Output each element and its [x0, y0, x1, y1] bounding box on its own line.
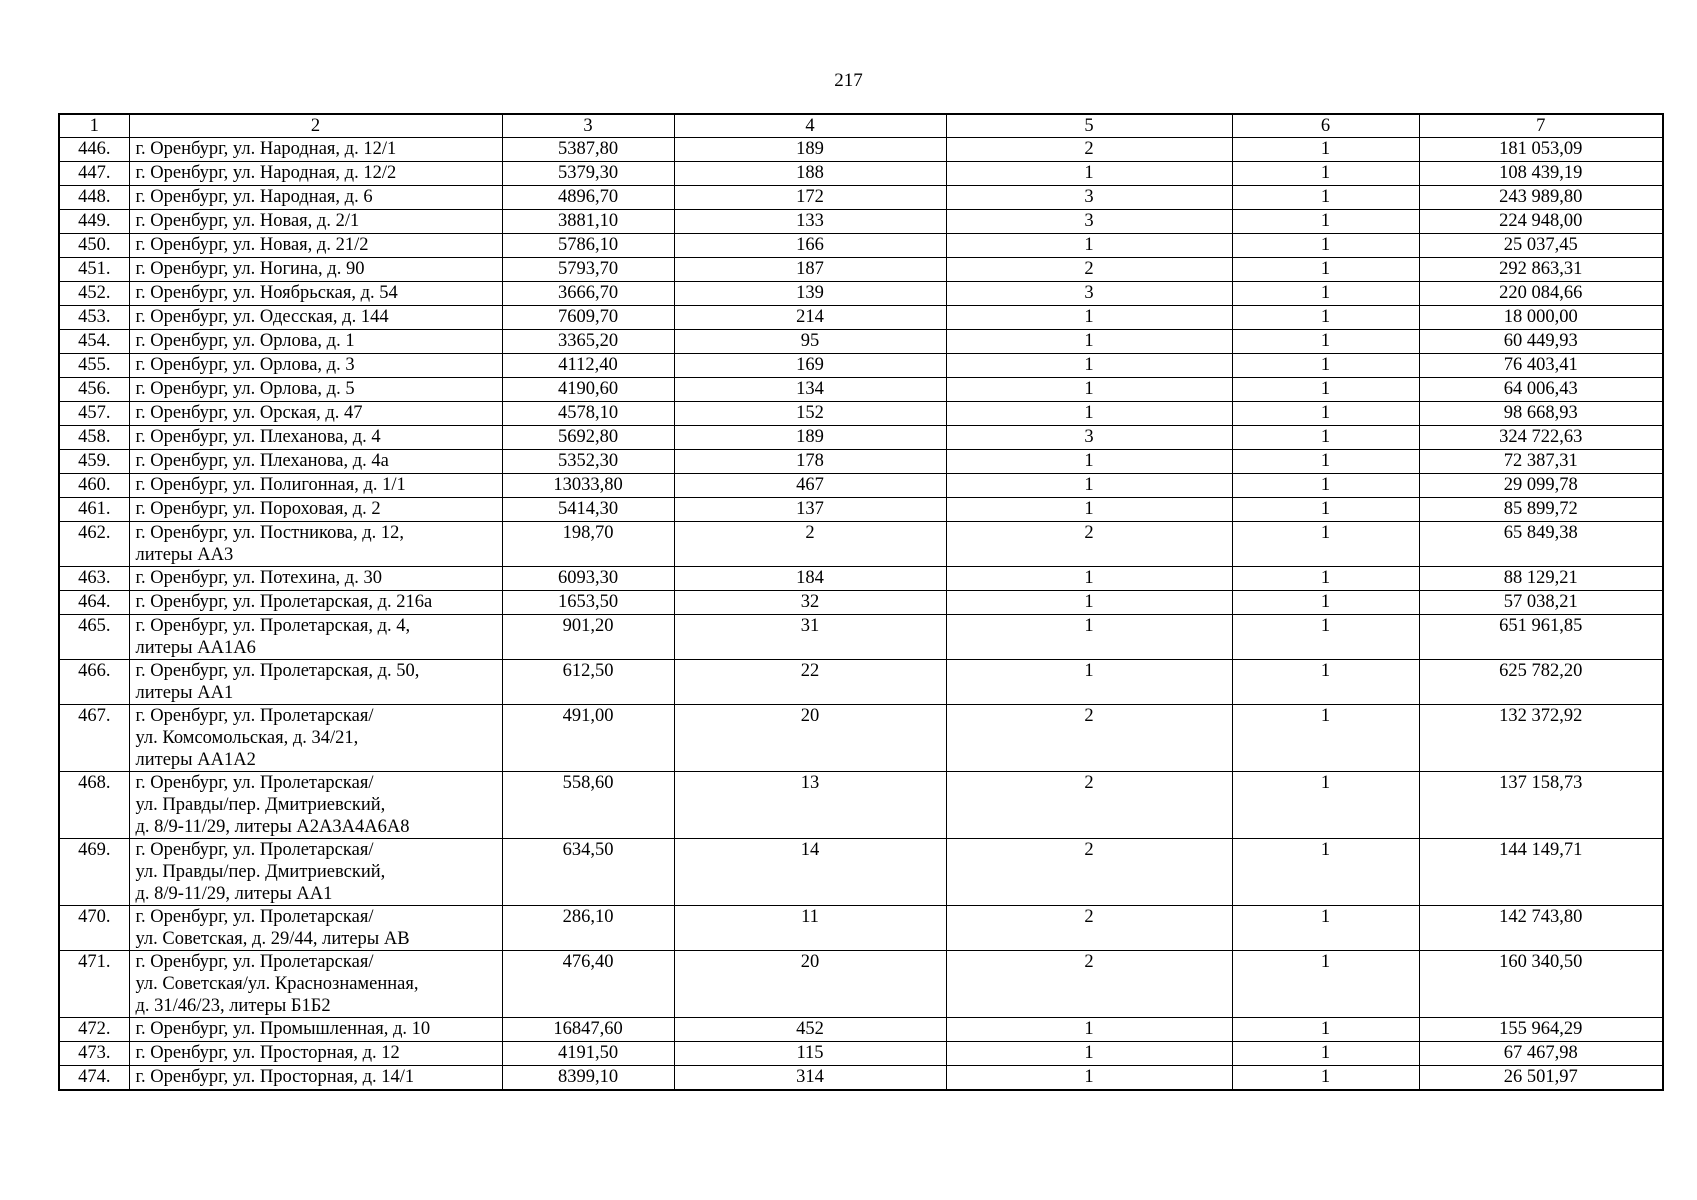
- column-6-cell: 1: [1232, 660, 1419, 705]
- table-row: [59, 839, 1663, 906]
- column-6-cell: 1: [1232, 1066, 1419, 1090]
- column-5-cell: 2: [946, 522, 1232, 567]
- column-6-cell: 1: [1232, 234, 1419, 258]
- column-7-cell: 25 037,45: [1419, 234, 1663, 258]
- row-number-cell: 458.: [59, 426, 129, 450]
- column-header-7: 7: [1419, 114, 1663, 138]
- address-cell: г. Оренбург, ул. Пролетарская/ ул. Советская, д. 29/44, литеры АВ: [129, 906, 502, 951]
- row-number-cell: 462.: [59, 522, 129, 567]
- column-5-cell: 1: [946, 306, 1232, 330]
- column-5-cell: 2: [946, 705, 1232, 772]
- table-row: [59, 378, 1663, 402]
- address-cell: г. Оренбург, ул. Пролетарская/ ул. Правды/пер. Дмитриевский, д. 8/9-11/29, литеры АА1: [129, 839, 502, 906]
- column-3-cell: 558,60: [502, 772, 674, 839]
- column-7-cell: 292 863,31: [1419, 258, 1663, 282]
- column-7-cell: 108 439,19: [1419, 162, 1663, 186]
- column-3-cell: 5793,70: [502, 258, 674, 282]
- column-3-cell: 4896,70: [502, 186, 674, 210]
- table-row: [59, 1066, 1663, 1090]
- column-3-cell: 5387,80: [502, 138, 674, 162]
- column-6-cell: 1: [1232, 498, 1419, 522]
- column-7-cell: 243 989,80: [1419, 186, 1663, 210]
- column-5-cell: 1: [946, 591, 1232, 615]
- address-cell: г. Оренбург, ул. Ноябрьская, д. 54: [129, 282, 502, 306]
- column-4-cell: 452: [674, 1018, 946, 1042]
- table-row: [59, 1018, 1663, 1042]
- table-row: [59, 567, 1663, 591]
- address-cell: г. Оренбург, ул. Пролетарская, д. 50, литеры АА1: [129, 660, 502, 705]
- address-cell: г. Оренбург, ул. Просторная, д. 12: [129, 1042, 502, 1066]
- column-5-cell: 1: [946, 162, 1232, 186]
- row-number-cell: 457.: [59, 402, 129, 426]
- column-3-cell: 476,40: [502, 951, 674, 1018]
- table-row: [59, 615, 1663, 660]
- table-row: [59, 282, 1663, 306]
- column-3-cell: 3881,10: [502, 210, 674, 234]
- column-4-cell: 22: [674, 660, 946, 705]
- column-4-cell: 188: [674, 162, 946, 186]
- column-4-cell: 11: [674, 906, 946, 951]
- column-3-cell: 4578,10: [502, 402, 674, 426]
- address-cell: г. Оренбург, ул. Пролетарская, д. 4, литеры АА1А6: [129, 615, 502, 660]
- column-5-cell: 2: [946, 839, 1232, 906]
- column-6-cell: 1: [1232, 426, 1419, 450]
- row-number-cell: 452.: [59, 282, 129, 306]
- row-number-cell: 467.: [59, 705, 129, 772]
- column-4-cell: 115: [674, 1042, 946, 1066]
- column-3-cell: 6093,30: [502, 567, 674, 591]
- column-6-cell: 1: [1232, 138, 1419, 162]
- address-cell: г. Оренбург, ул. Пролетарская/ ул. Комсомольская, д. 34/21, литеры АА1А2: [129, 705, 502, 772]
- address-cell: г. Оренбург, ул. Народная, д. 12/1: [129, 138, 502, 162]
- row-number-cell: 449.: [59, 210, 129, 234]
- column-7-cell: 18 000,00: [1419, 306, 1663, 330]
- address-cell: г. Оренбург, ул. Пролетарская, д. 216а: [129, 591, 502, 615]
- table-row: [59, 186, 1663, 210]
- row-number-cell: 463.: [59, 567, 129, 591]
- column-4-cell: 32: [674, 591, 946, 615]
- column-4-cell: 169: [674, 354, 946, 378]
- table-row: [59, 162, 1663, 186]
- row-number-cell: 473.: [59, 1042, 129, 1066]
- row-number-cell: 446.: [59, 138, 129, 162]
- column-4-cell: 152: [674, 402, 946, 426]
- column-7-cell: 625 782,20: [1419, 660, 1663, 705]
- column-4-cell: 314: [674, 1066, 946, 1090]
- column-4-cell: 166: [674, 234, 946, 258]
- column-7-cell: 65 849,38: [1419, 522, 1663, 567]
- column-6-cell: 1: [1232, 258, 1419, 282]
- column-3-cell: 198,70: [502, 522, 674, 567]
- row-number-cell: 454.: [59, 330, 129, 354]
- address-cell: г. Оренбург, ул. Пролетарская/ ул. Советская/ул. Краснознаменная, д. 31/46/23, литеры Б1Б2: [129, 951, 502, 1018]
- row-number-cell: 459.: [59, 450, 129, 474]
- column-3-cell: 7609,70: [502, 306, 674, 330]
- row-number-cell: 468.: [59, 772, 129, 839]
- column-4-cell: 178: [674, 450, 946, 474]
- column-header-4: 4: [674, 114, 946, 138]
- column-5-cell: 1: [946, 660, 1232, 705]
- address-cell: г. Оренбург, ул. Народная, д. 12/2: [129, 162, 502, 186]
- column-4-cell: 139: [674, 282, 946, 306]
- column-7-cell: 155 964,29: [1419, 1018, 1663, 1042]
- column-5-cell: 2: [946, 951, 1232, 1018]
- address-cell: г. Оренбург, ул. Народная, д. 6: [129, 186, 502, 210]
- column-5-cell: 1: [946, 1042, 1232, 1066]
- column-5-cell: 2: [946, 138, 1232, 162]
- column-6-cell: 1: [1232, 378, 1419, 402]
- column-4-cell: 467: [674, 474, 946, 498]
- column-3-cell: 1653,50: [502, 591, 674, 615]
- table-header: [59, 114, 1663, 138]
- row-number-cell: 466.: [59, 660, 129, 705]
- column-4-cell: 20: [674, 705, 946, 772]
- column-6-cell: 1: [1232, 306, 1419, 330]
- column-6-cell: 1: [1232, 354, 1419, 378]
- column-3-cell: 491,00: [502, 705, 674, 772]
- row-number-cell: 469.: [59, 839, 129, 906]
- table-row: [59, 402, 1663, 426]
- table-row: [59, 1042, 1663, 1066]
- column-3-cell: 5786,10: [502, 234, 674, 258]
- row-number-cell: 450.: [59, 234, 129, 258]
- column-6-cell: 1: [1232, 162, 1419, 186]
- column-6-cell: 1: [1232, 839, 1419, 906]
- address-cell: г. Оренбург, ул. Пролетарская/ ул. Правды/пер. Дмитриевский, д. 8/9-11/29, литеры А2А3А4А6А8: [129, 772, 502, 839]
- column-3-cell: 8399,10: [502, 1066, 674, 1090]
- column-7-cell: 98 668,93: [1419, 402, 1663, 426]
- column-4-cell: 95: [674, 330, 946, 354]
- column-3-cell: 3666,70: [502, 282, 674, 306]
- row-number-cell: 465.: [59, 615, 129, 660]
- column-7-cell: 224 948,00: [1419, 210, 1663, 234]
- column-6-cell: 1: [1232, 615, 1419, 660]
- column-7-cell: 137 158,73: [1419, 772, 1663, 839]
- row-number-cell: 471.: [59, 951, 129, 1018]
- address-cell: г. Оренбург, ул. Орлова, д. 5: [129, 378, 502, 402]
- column-3-cell: 612,50: [502, 660, 674, 705]
- column-5-cell: 1: [946, 567, 1232, 591]
- column-3-cell: 13033,80: [502, 474, 674, 498]
- page-number: 217: [834, 70, 863, 91]
- column-3-cell: 634,50: [502, 839, 674, 906]
- address-cell: г. Оренбург, ул. Потехина, д. 30: [129, 567, 502, 591]
- column-5-cell: 1: [946, 330, 1232, 354]
- table-row: [59, 474, 1663, 498]
- column-7-cell: 132 372,92: [1419, 705, 1663, 772]
- column-5-cell: 1: [946, 1018, 1232, 1042]
- column-header-1: 1: [59, 114, 129, 138]
- table-row: [59, 705, 1663, 772]
- column-4-cell: 189: [674, 138, 946, 162]
- table-row: [59, 450, 1663, 474]
- row-number-cell: 451.: [59, 258, 129, 282]
- column-6-cell: 1: [1232, 705, 1419, 772]
- column-7-cell: 324 722,63: [1419, 426, 1663, 450]
- address-cell: г. Оренбург, ул. Новая, д. 2/1: [129, 210, 502, 234]
- column-4-cell: 214: [674, 306, 946, 330]
- row-number-cell: 461.: [59, 498, 129, 522]
- column-7-cell: 26 501,97: [1419, 1066, 1663, 1090]
- table-row: [59, 210, 1663, 234]
- column-4-cell: 172: [674, 186, 946, 210]
- column-7-cell: 144 149,71: [1419, 839, 1663, 906]
- row-number-cell: 456.: [59, 378, 129, 402]
- column-6-cell: 1: [1232, 402, 1419, 426]
- column-4-cell: 20: [674, 951, 946, 1018]
- table-row: [59, 498, 1663, 522]
- column-7-cell: 85 899,72: [1419, 498, 1663, 522]
- column-7-cell: 60 449,93: [1419, 330, 1663, 354]
- column-7-cell: 64 006,43: [1419, 378, 1663, 402]
- table-row: [59, 951, 1663, 1018]
- column-6-cell: 1: [1232, 210, 1419, 234]
- column-5-cell: 1: [946, 402, 1232, 426]
- column-7-cell: 67 467,98: [1419, 1042, 1663, 1066]
- column-header-5: 5: [946, 114, 1232, 138]
- column-6-cell: 1: [1232, 186, 1419, 210]
- column-6-cell: 1: [1232, 330, 1419, 354]
- column-3-cell: 286,10: [502, 906, 674, 951]
- address-cell: г. Оренбург, ул. Плеханова, д. 4: [129, 426, 502, 450]
- address-cell: г. Оренбург, ул. Орлова, д. 1: [129, 330, 502, 354]
- column-5-cell: 2: [946, 772, 1232, 839]
- column-6-cell: 1: [1232, 591, 1419, 615]
- table-row: [59, 591, 1663, 615]
- column-5-cell: 3: [946, 186, 1232, 210]
- table-row: [59, 138, 1663, 162]
- column-5-cell: 1: [946, 1066, 1232, 1090]
- column-header-6: 6: [1232, 114, 1419, 138]
- column-7-cell: 57 038,21: [1419, 591, 1663, 615]
- address-cell: г. Оренбург, ул. Одесская, д. 144: [129, 306, 502, 330]
- table-row: [59, 426, 1663, 450]
- column-7-cell: 88 129,21: [1419, 567, 1663, 591]
- column-4-cell: 14: [674, 839, 946, 906]
- table-body: [59, 138, 1663, 1090]
- column-header-3: 3: [502, 114, 674, 138]
- column-3-cell: 4191,50: [502, 1042, 674, 1066]
- address-cell: г. Оренбург, ул. Промышленная, д. 10: [129, 1018, 502, 1042]
- column-4-cell: 2: [674, 522, 946, 567]
- column-5-cell: 1: [946, 234, 1232, 258]
- row-number-cell: 448.: [59, 186, 129, 210]
- address-cell: г. Оренбург, ул. Новая, д. 21/2: [129, 234, 502, 258]
- table-row: [59, 772, 1663, 839]
- address-cell: г. Оренбург, ул. Постникова, д. 12, литеры АА3: [129, 522, 502, 567]
- column-6-cell: 1: [1232, 450, 1419, 474]
- column-3-cell: 5352,30: [502, 450, 674, 474]
- column-5-cell: 2: [946, 258, 1232, 282]
- column-3-cell: 3365,20: [502, 330, 674, 354]
- data-table: [58, 113, 1664, 1091]
- column-7-cell: 76 403,41: [1419, 354, 1663, 378]
- column-5-cell: 1: [946, 450, 1232, 474]
- table-row: [59, 354, 1663, 378]
- address-cell: г. Оренбург, ул. Полигонная, д. 1/1: [129, 474, 502, 498]
- column-4-cell: 13: [674, 772, 946, 839]
- column-3-cell: 5692,80: [502, 426, 674, 450]
- column-3-cell: 4190,60: [502, 378, 674, 402]
- address-cell: г. Оренбург, ул. Плеханова, д. 4а: [129, 450, 502, 474]
- table-row: [59, 234, 1663, 258]
- table-row: [59, 660, 1663, 705]
- address-cell: г. Оренбург, ул. Просторная, д. 14/1: [129, 1066, 502, 1090]
- column-4-cell: 189: [674, 426, 946, 450]
- row-number-cell: 455.: [59, 354, 129, 378]
- column-3-cell: 901,20: [502, 615, 674, 660]
- column-7-cell: 181 053,09: [1419, 138, 1663, 162]
- row-number-cell: 453.: [59, 306, 129, 330]
- column-7-cell: 72 387,31: [1419, 450, 1663, 474]
- column-4-cell: 187: [674, 258, 946, 282]
- column-7-cell: 142 743,80: [1419, 906, 1663, 951]
- row-number-cell: 447.: [59, 162, 129, 186]
- column-5-cell: 2: [946, 906, 1232, 951]
- column-header-2: 2: [129, 114, 502, 138]
- table-row: [59, 522, 1663, 567]
- row-number-cell: 470.: [59, 906, 129, 951]
- column-7-cell: 220 084,66: [1419, 282, 1663, 306]
- header-row: [59, 114, 1663, 138]
- column-6-cell: 1: [1232, 474, 1419, 498]
- column-6-cell: 1: [1232, 1042, 1419, 1066]
- column-3-cell: 5414,30: [502, 498, 674, 522]
- address-cell: г. Оренбург, ул. Пороховая, д. 2: [129, 498, 502, 522]
- column-5-cell: 1: [946, 378, 1232, 402]
- column-5-cell: 3: [946, 210, 1232, 234]
- column-5-cell: 1: [946, 498, 1232, 522]
- column-6-cell: 1: [1232, 282, 1419, 306]
- column-4-cell: 137: [674, 498, 946, 522]
- row-number-cell: 474.: [59, 1066, 129, 1090]
- column-6-cell: 1: [1232, 951, 1419, 1018]
- column-4-cell: 184: [674, 567, 946, 591]
- row-number-cell: 464.: [59, 591, 129, 615]
- row-number-cell: 460.: [59, 474, 129, 498]
- column-7-cell: 651 961,85: [1419, 615, 1663, 660]
- column-5-cell: 1: [946, 474, 1232, 498]
- table-row: [59, 906, 1663, 951]
- column-5-cell: 3: [946, 282, 1232, 306]
- column-3-cell: 16847,60: [502, 1018, 674, 1042]
- column-3-cell: 4112,40: [502, 354, 674, 378]
- column-4-cell: 134: [674, 378, 946, 402]
- row-number-cell: 472.: [59, 1018, 129, 1042]
- column-3-cell: 5379,30: [502, 162, 674, 186]
- column-7-cell: 29 099,78: [1419, 474, 1663, 498]
- column-5-cell: 3: [946, 426, 1232, 450]
- column-6-cell: 1: [1232, 522, 1419, 567]
- column-6-cell: 1: [1232, 1018, 1419, 1042]
- address-cell: г. Оренбург, ул. Орская, д. 47: [129, 402, 502, 426]
- column-5-cell: 1: [946, 615, 1232, 660]
- address-cell: г. Оренбург, ул. Ногина, д. 90: [129, 258, 502, 282]
- column-6-cell: 1: [1232, 567, 1419, 591]
- column-5-cell: 1: [946, 354, 1232, 378]
- table-row: [59, 258, 1663, 282]
- column-6-cell: 1: [1232, 906, 1419, 951]
- column-6-cell: 1: [1232, 772, 1419, 839]
- table-row: [59, 306, 1663, 330]
- address-cell: г. Оренбург, ул. Орлова, д. 3: [129, 354, 502, 378]
- column-4-cell: 133: [674, 210, 946, 234]
- table-row: [59, 330, 1663, 354]
- column-4-cell: 31: [674, 615, 946, 660]
- column-7-cell: 160 340,50: [1419, 951, 1663, 1018]
